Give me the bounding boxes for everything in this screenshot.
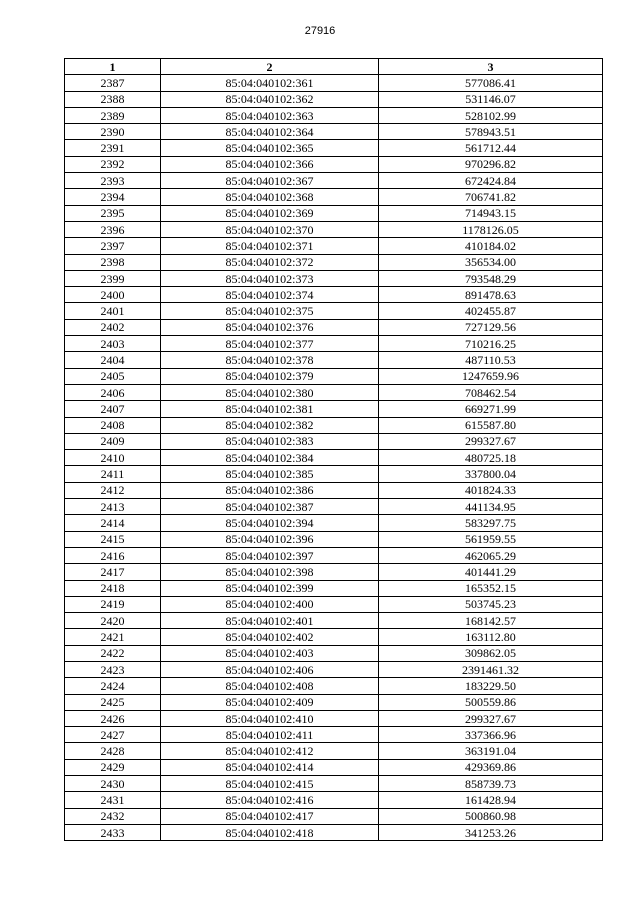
row-number-cell: 2396	[65, 221, 161, 237]
row-number-cell: 2412	[65, 482, 161, 498]
value-cell: 708462.54	[379, 384, 603, 400]
cadastral-number-cell: 85:04:040102:361	[161, 75, 379, 91]
value-cell: 341253.26	[379, 824, 603, 840]
value-cell: 583297.75	[379, 515, 603, 531]
cadastral-number-cell: 85:04:040102:416	[161, 792, 379, 808]
table-row	[65, 694, 603, 710]
table-header-row	[65, 59, 603, 75]
row-number-cell: 2411	[65, 466, 161, 482]
value-cell: 401824.33	[379, 482, 603, 498]
row-number-cell: 2416	[65, 547, 161, 563]
value-cell: 363191.04	[379, 743, 603, 759]
cadastral-number-cell: 85:04:040102:411	[161, 727, 379, 743]
row-number-cell: 2423	[65, 661, 161, 677]
row-number-cell: 2398	[65, 254, 161, 270]
value-cell: 578943.51	[379, 124, 603, 140]
table-row	[65, 319, 603, 335]
page-number: 27916	[304, 25, 336, 37]
row-number-cell: 2428	[65, 743, 161, 759]
cadastral-number-cell: 85:04:040102:362	[161, 91, 379, 107]
table-row	[65, 91, 603, 107]
table-row	[65, 515, 603, 531]
table-row	[65, 776, 603, 792]
row-number-cell: 2419	[65, 596, 161, 612]
cadastral-number-cell: 85:04:040102:386	[161, 482, 379, 498]
value-cell: 561712.44	[379, 140, 603, 156]
value-cell: 168142.57	[379, 613, 603, 629]
table-row	[65, 547, 603, 563]
cadastral-number-cell: 85:04:040102:406	[161, 661, 379, 677]
cadastral-number-cell: 85:04:040102:370	[161, 221, 379, 237]
value-cell: 528102.99	[379, 107, 603, 123]
row-number-cell: 2420	[65, 613, 161, 629]
row-number-cell: 2431	[65, 792, 161, 808]
value-cell: 858739.73	[379, 776, 603, 792]
row-number-cell: 2430	[65, 776, 161, 792]
table-row	[65, 564, 603, 580]
table-row	[65, 303, 603, 319]
value-cell: 561959.55	[379, 531, 603, 547]
value-cell: 970296.82	[379, 156, 603, 172]
value-cell: 480725.18	[379, 450, 603, 466]
cadastral-number-cell: 85:04:040102:384	[161, 450, 379, 466]
table-body	[65, 75, 603, 841]
cadastral-number-cell: 85:04:040102:371	[161, 238, 379, 254]
value-cell: 183229.50	[379, 678, 603, 694]
cadastral-number-cell: 85:04:040102:400	[161, 596, 379, 612]
table-row	[65, 792, 603, 808]
value-cell: 337800.04	[379, 466, 603, 482]
row-number-cell: 2414	[65, 515, 161, 531]
cadastral-number-cell: 85:04:040102:415	[161, 776, 379, 792]
value-cell: 500559.86	[379, 694, 603, 710]
cadastral-number-cell: 85:04:040102:380	[161, 384, 379, 400]
value-cell: 410184.02	[379, 238, 603, 254]
cadastral-number-cell: 85:04:040102:385	[161, 466, 379, 482]
value-cell: 487110.53	[379, 352, 603, 368]
table-row	[65, 336, 603, 352]
cadastral-number-cell: 85:04:040102:376	[161, 319, 379, 335]
row-number-cell: 2389	[65, 107, 161, 123]
value-cell: 714943.15	[379, 205, 603, 221]
value-cell: 356534.00	[379, 254, 603, 270]
table-row	[65, 140, 603, 156]
cadastral-number-cell: 85:04:040102:374	[161, 287, 379, 303]
row-number-cell: 2400	[65, 287, 161, 303]
row-number-cell: 2392	[65, 156, 161, 172]
row-number-cell: 2401	[65, 303, 161, 319]
cadastral-number-cell: 85:04:040102:378	[161, 352, 379, 368]
cadastral-number-cell: 85:04:040102:365	[161, 140, 379, 156]
value-cell: 402455.87	[379, 303, 603, 319]
cadastral-number-cell: 85:04:040102:409	[161, 694, 379, 710]
cadastral-number-cell: 85:04:040102:387	[161, 499, 379, 515]
value-cell: 309862.05	[379, 645, 603, 661]
value-cell: 672424.84	[379, 173, 603, 189]
value-cell: 163112.80	[379, 629, 603, 645]
row-number-cell: 2388	[65, 91, 161, 107]
table-row	[65, 352, 603, 368]
cadastral-number-cell: 85:04:040102:398	[161, 564, 379, 580]
table-row	[65, 710, 603, 726]
value-cell: 615587.80	[379, 417, 603, 433]
table-row	[65, 824, 603, 840]
table-row	[65, 254, 603, 270]
cadastral-number-cell: 85:04:040102:372	[161, 254, 379, 270]
table-row	[65, 156, 603, 172]
table-row	[65, 270, 603, 286]
table-row	[65, 466, 603, 482]
row-number-cell: 2422	[65, 645, 161, 661]
value-cell: 401441.29	[379, 564, 603, 580]
value-cell: 441134.95	[379, 499, 603, 515]
row-number-cell: 2426	[65, 710, 161, 726]
value-cell: 531146.07	[379, 91, 603, 107]
row-number-cell: 2413	[65, 499, 161, 515]
cadastral-number-cell: 85:04:040102:401	[161, 613, 379, 629]
cadastral-number-cell: 85:04:040102:396	[161, 531, 379, 547]
value-cell: 299327.67	[379, 433, 603, 449]
table-row	[65, 759, 603, 775]
row-number-cell: 2393	[65, 173, 161, 189]
row-number-cell: 2417	[65, 564, 161, 580]
value-cell: 891478.63	[379, 287, 603, 303]
cadastral-number-cell: 85:04:040102:412	[161, 743, 379, 759]
row-number-cell: 2425	[65, 694, 161, 710]
table-row	[65, 678, 603, 694]
table-row	[65, 808, 603, 824]
cadastral-number-cell: 85:04:040102:375	[161, 303, 379, 319]
row-number-cell: 2394	[65, 189, 161, 205]
row-number-cell: 2429	[65, 759, 161, 775]
table-row	[65, 238, 603, 254]
value-cell: 577086.41	[379, 75, 603, 91]
table-row	[65, 368, 603, 384]
table-row	[65, 189, 603, 205]
cadastral-number-cell: 85:04:040102:403	[161, 645, 379, 661]
row-number-cell: 2408	[65, 417, 161, 433]
cadastral-number-cell: 85:04:040102:399	[161, 580, 379, 596]
cadastral-number-cell: 85:04:040102:369	[161, 205, 379, 221]
cadastral-number-cell: 85:04:040102:377	[161, 336, 379, 352]
table-row	[65, 433, 603, 449]
cadastral-number-cell: 85:04:040102:364	[161, 124, 379, 140]
row-number-cell: 2418	[65, 580, 161, 596]
row-number-cell: 2415	[65, 531, 161, 547]
value-cell: 337366.96	[379, 727, 603, 743]
value-cell: 462065.29	[379, 547, 603, 563]
cadastral-number-cell: 85:04:040102:414	[161, 759, 379, 775]
table-row	[65, 124, 603, 140]
cadastral-number-cell: 85:04:040102:363	[161, 107, 379, 123]
table-row	[65, 205, 603, 221]
row-number-cell: 2399	[65, 270, 161, 286]
cadastral-number-cell: 85:04:040102:368	[161, 189, 379, 205]
cadastral-number-cell: 85:04:040102:417	[161, 808, 379, 824]
value-cell: 706741.82	[379, 189, 603, 205]
cadastral-number-cell: 85:04:040102:373	[161, 270, 379, 286]
table-row	[65, 417, 603, 433]
value-cell: 1178126.05	[379, 221, 603, 237]
cadastral-number-cell: 85:04:040102:379	[161, 368, 379, 384]
table-row	[65, 221, 603, 237]
row-number-cell: 2433	[65, 824, 161, 840]
column-header-2: 2	[161, 59, 379, 75]
value-cell: 165352.15	[379, 580, 603, 596]
cadastral-number-cell: 85:04:040102:418	[161, 824, 379, 840]
row-number-cell: 2424	[65, 678, 161, 694]
row-number-cell: 2390	[65, 124, 161, 140]
value-cell: 669271.99	[379, 401, 603, 417]
value-cell: 793548.29	[379, 270, 603, 286]
row-number-cell: 2406	[65, 384, 161, 400]
table-row	[65, 75, 603, 91]
row-number-cell: 2403	[65, 336, 161, 352]
row-number-cell: 2410	[65, 450, 161, 466]
table-row	[65, 629, 603, 645]
cadastral-number-cell: 85:04:040102:408	[161, 678, 379, 694]
table-row	[65, 743, 603, 759]
table-row	[65, 401, 603, 417]
table-row	[65, 645, 603, 661]
table-row	[65, 107, 603, 123]
row-number-cell: 2402	[65, 319, 161, 335]
row-number-cell: 2391	[65, 140, 161, 156]
table-row	[65, 482, 603, 498]
row-number-cell: 2421	[65, 629, 161, 645]
registry-table	[64, 58, 603, 841]
value-cell: 710216.25	[379, 336, 603, 352]
cadastral-number-cell: 85:04:040102:394	[161, 515, 379, 531]
value-cell: 503745.23	[379, 596, 603, 612]
table-row	[65, 596, 603, 612]
value-cell: 2391461.32	[379, 661, 603, 677]
table-row	[65, 727, 603, 743]
cadastral-number-cell: 85:04:040102:397	[161, 547, 379, 563]
table-row	[65, 173, 603, 189]
cadastral-number-cell: 85:04:040102:383	[161, 433, 379, 449]
table-row	[65, 661, 603, 677]
value-cell: 161428.94	[379, 792, 603, 808]
cadastral-number-cell: 85:04:040102:366	[161, 156, 379, 172]
table-row	[65, 580, 603, 596]
table-row	[65, 287, 603, 303]
value-cell: 429369.86	[379, 759, 603, 775]
value-cell: 727129.56	[379, 319, 603, 335]
table-row	[65, 384, 603, 400]
value-cell: 299327.67	[379, 710, 603, 726]
row-number-cell: 2432	[65, 808, 161, 824]
row-number-cell: 2407	[65, 401, 161, 417]
column-header-3: 3	[379, 59, 603, 75]
table-row	[65, 499, 603, 515]
row-number-cell: 2405	[65, 368, 161, 384]
value-cell: 500860.98	[379, 808, 603, 824]
row-number-cell: 2409	[65, 433, 161, 449]
column-header-1: 1	[65, 59, 161, 75]
row-number-cell: 2427	[65, 727, 161, 743]
cadastral-number-cell: 85:04:040102:402	[161, 629, 379, 645]
row-number-cell: 2404	[65, 352, 161, 368]
row-number-cell: 2387	[65, 75, 161, 91]
table-row	[65, 531, 603, 547]
cadastral-number-cell: 85:04:040102:367	[161, 173, 379, 189]
table-row	[65, 613, 603, 629]
row-number-cell: 2397	[65, 238, 161, 254]
cadastral-number-cell: 85:04:040102:410	[161, 710, 379, 726]
value-cell: 1247659.96	[379, 368, 603, 384]
table-row	[65, 450, 603, 466]
row-number-cell: 2395	[65, 205, 161, 221]
cadastral-number-cell: 85:04:040102:381	[161, 401, 379, 417]
cadastral-number-cell: 85:04:040102:382	[161, 417, 379, 433]
